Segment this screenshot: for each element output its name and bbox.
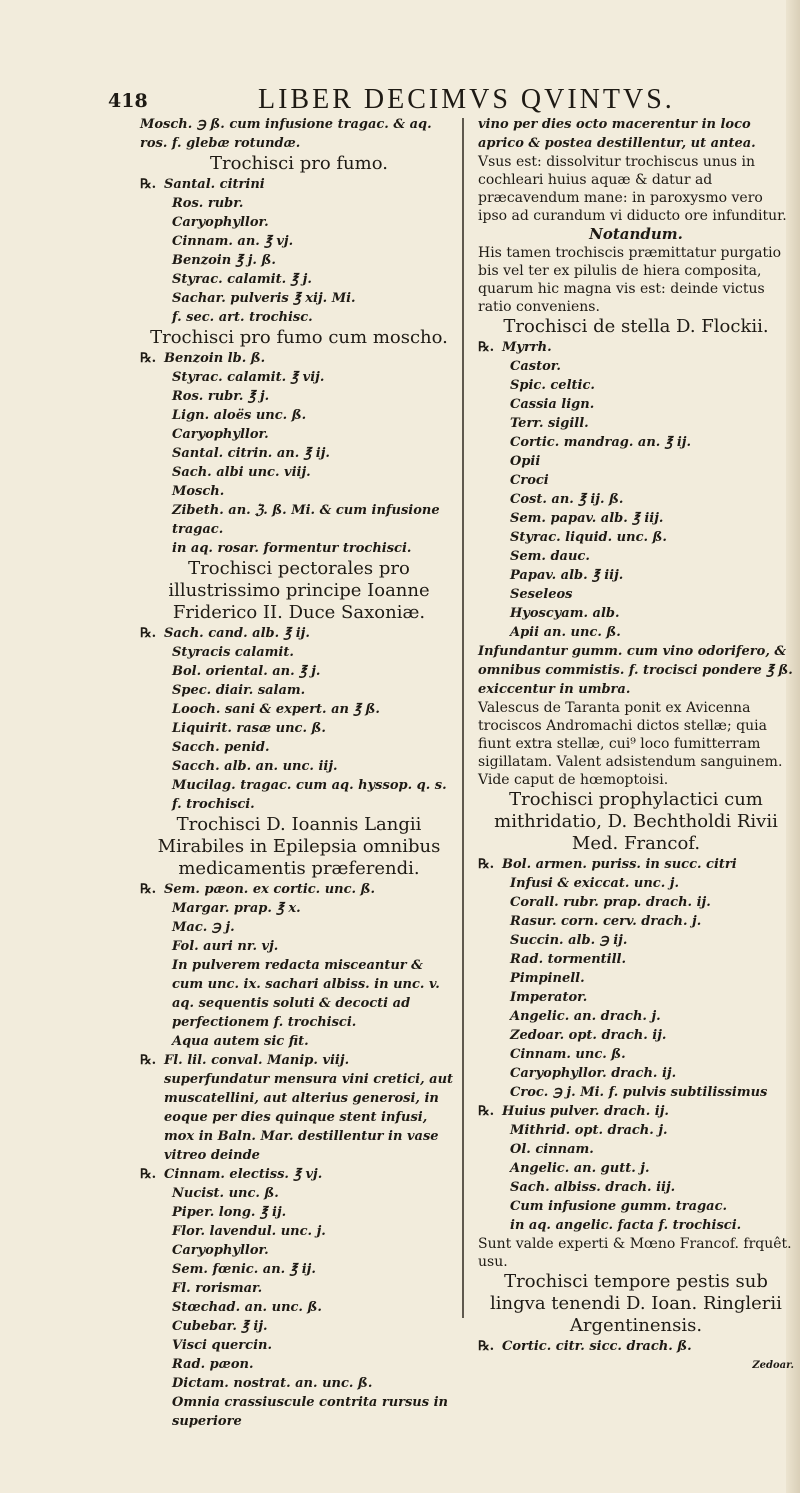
recipe-ingredient: Seseleos bbox=[510, 587, 573, 602]
recipe-heading: Trochisci pectorales pro illustrissimo principe Ioanne Friderico II. Duce Saxoniæ. bbox=[168, 558, 430, 623]
recipe-ingredient: Mac. ℈ j. bbox=[172, 920, 235, 935]
recipe-heading: Trochisci pro fumo cum moscho. bbox=[150, 327, 448, 348]
recipe-ingredient: Corall. rubr. prap. drach. ij. bbox=[510, 895, 711, 910]
ingredient-text: Fl. lil. conval. Manip. viij. superfundatur mensura vini cretici, aut muscatellini, aut alterius generosi, in eoque per dies quinque stent infusi, mox in Baln. Mar. destillentur in vase vitreo deinde bbox=[164, 1053, 454, 1163]
recipe-ingredient: Pimpinell. bbox=[510, 971, 585, 986]
ingredient-text: Myrrh. bbox=[502, 340, 552, 355]
recipe-ingredient: Sach. albi unc. viij. bbox=[172, 465, 311, 480]
recipe-ingredient: Nucist. unc. ß. bbox=[172, 1186, 279, 1201]
recipe-ingredient: Ros. rubr. ℥ j. bbox=[172, 389, 270, 404]
recipe-ingredient: Rasur. corn. cerv. drach. j. bbox=[510, 914, 702, 929]
recipe-ingredient: Flor. lavendul. unc. j. bbox=[172, 1224, 326, 1239]
recipe-ingredient: Caryophyllor. bbox=[172, 1243, 269, 1258]
recipe-ingredient: Looch. sani & expert. an ℥ ß. bbox=[172, 702, 380, 717]
recipe-symbol-icon: ℞. bbox=[478, 1339, 495, 1354]
recipe-ingredient: Omnia crassiuscule contrita rursus in superiore bbox=[172, 1395, 448, 1429]
recipe-ingredient: in aq. angelic. facta f. trochisci. bbox=[510, 1218, 742, 1233]
recipe-ingredient: Styrac. liquid. unc. ß. bbox=[510, 530, 667, 545]
recipe-ingredient: Bol. oriental. an. ℥ j. bbox=[172, 664, 321, 679]
recipe-symbol-icon: ℞. bbox=[140, 1053, 157, 1068]
ingredient-text: Sem. pæon. ex cortic. unc. ß. bbox=[164, 882, 376, 897]
ingredient-text: Sach. cand. alb. ℥ ij. bbox=[164, 626, 310, 641]
recipe-ingredient: Caryophyllor. drach. ij. bbox=[510, 1066, 677, 1081]
recipe-ingredient: Mosch. bbox=[172, 484, 225, 499]
recipe-symbol-icon: ℞. bbox=[140, 351, 157, 366]
body-paragraph: Sunt valde experti & Mœno Francof. frquêt. usu. bbox=[478, 1236, 792, 1270]
recipe-ingredient: Aqua autem sic fit. bbox=[172, 1034, 309, 1049]
recipe-ingredient: Lign. aloës unc. ß. bbox=[172, 408, 307, 423]
recipe-instruction: vino per dies octo macerentur in loco aprico & postea destillentur, ut antea. bbox=[478, 117, 756, 151]
recipe-ingredient: Cost. an. ℥ ij. ß. bbox=[510, 492, 624, 507]
recipe-ingredient: Santal. citrin. an. ℥ ij. bbox=[172, 446, 330, 461]
recipe-symbol-icon: ℞. bbox=[140, 882, 157, 897]
recipe-symbol-icon: ℞. bbox=[140, 626, 157, 641]
recipe-ingredient: Imperator. bbox=[510, 990, 588, 1005]
recipe-heading: Trochisci prophylactici cum mithridatio, D. Bechtholdi Rivii Med. Francof. bbox=[494, 789, 778, 854]
recipe-ingredient: Benzoin ℥ j. ß. bbox=[172, 253, 276, 268]
recipe-ingredient bbox=[478, 1337, 794, 1356]
recipe-instruction: Mosch. ℈ ß. cum infusione tragac. & aq. ros. f. glebæ rotundæ. bbox=[140, 117, 432, 151]
recipe-symbol-icon: ℞. bbox=[478, 340, 495, 355]
recipe-ingredient: Infusi & exiccat. unc. j. bbox=[510, 876, 679, 891]
recipe-ingredient: Caryophyllor. bbox=[172, 215, 269, 230]
recipe-ingredient: Zibeth. an. ℨ. ß. Mi. & cum infusione tragac. bbox=[172, 503, 440, 537]
recipe-ingredient: In pulverem redacta misceantur & cum unc. ix. sachari albiss. in unc. v. aq. sequentis soluti & decocti ad perfectionem f. trochisci. bbox=[172, 958, 440, 1030]
recipe-ingredient: Croci bbox=[510, 473, 549, 488]
recipe-ingredient: Dictam. nostrat. an. unc. ß. bbox=[172, 1376, 373, 1391]
recipe-ingredient: Hyoscyam. alb. bbox=[510, 606, 620, 621]
recipe-ingredient: Zedoar. opt. drach. ij. bbox=[510, 1028, 667, 1043]
ingredient-text: Bol. armen. puriss. in succ. citri bbox=[502, 857, 737, 872]
catchword: Zedoar. bbox=[752, 1360, 794, 1371]
recipe-ingredient: Papav. alb. ℥ iij. bbox=[510, 568, 624, 583]
recipe-ingredient: Stœchad. an. unc. ß. bbox=[172, 1300, 322, 1315]
ingredient-text: Benzoin lb. ß. bbox=[164, 351, 266, 366]
recipe-ingredient: Cinnam. unc. ß. bbox=[510, 1047, 626, 1062]
running-head: LIBER DECIMVS QVINTVS. bbox=[258, 84, 675, 115]
recipe-ingredient: Cinnam. an. ℥ vj. bbox=[172, 234, 294, 249]
recipe-heading: Trochisci tempore pestis sub lingva tenendi D. Ioan. Ringlerii Argentinensis. bbox=[490, 1271, 782, 1336]
recipe-ingredient: in aq. rosar. formentur trochisci. bbox=[172, 541, 412, 556]
recipe-ingredient bbox=[140, 1165, 458, 1184]
recipe-ingredient: Margar. prap. ℥ x. bbox=[172, 901, 301, 916]
recipe-ingredient: Apii an. unc. ß. bbox=[510, 625, 621, 640]
recipe-ingredient: Spic. celtic. bbox=[510, 378, 595, 393]
recipe-ingredient bbox=[140, 175, 458, 194]
recipe-ingredient: Angelic. an. drach. j. bbox=[510, 1009, 661, 1024]
recipe-symbol-icon: ℞. bbox=[478, 857, 495, 872]
recipe-ingredient: Croc. ℈ j. Mi. f. pulvis subtilissimus bbox=[510, 1085, 768, 1100]
recipe-ingredient: Cum infusione gumm. tragac. bbox=[510, 1199, 728, 1214]
recipe-ingredient: Ol. cinnam. bbox=[510, 1142, 594, 1157]
recipe-ingredient: Fl. rorismar. bbox=[172, 1281, 263, 1296]
recipe-ingredient: Terr. sigill. bbox=[510, 416, 589, 431]
page-number: 418 bbox=[108, 90, 148, 112]
column-divider bbox=[462, 118, 464, 1318]
recipe-ingredient: Styracis calamit. bbox=[172, 645, 294, 660]
recipe-ingredient: Mucilag. tragac. cum aq. hyssop. q. s. f. trochisci. bbox=[172, 778, 447, 812]
recipe-ingredient: Cortic. mandrag. an. ℥ ij. bbox=[510, 435, 692, 450]
recipe-ingredient bbox=[140, 349, 458, 368]
recipe-ingredient: Sem. papav. alb. ℥ iij. bbox=[510, 511, 664, 526]
note-heading: Notandum. bbox=[589, 225, 683, 243]
recipe-ingredient: Castor. bbox=[510, 359, 561, 374]
recipe-instruction: Infundantur gumm. cum vino odorifero, & omnibus commistis. f. trocisci pondere ℥ ß. exiccentur in umbra. bbox=[478, 644, 793, 697]
recipe-ingredient: Piper. long. ℥ ij. bbox=[172, 1205, 287, 1220]
recipe-ingredient: Ros. rubr. bbox=[172, 196, 244, 211]
recipe-ingredient: Sach. albiss. drach. iij. bbox=[510, 1180, 676, 1195]
recipe-heading: Trochisci pro fumo. bbox=[210, 153, 388, 174]
right-column bbox=[478, 115, 794, 1375]
recipe-ingredient bbox=[140, 1051, 458, 1165]
recipe-ingredient: Sem. fœnic. an. ℥ ij. bbox=[172, 1262, 316, 1277]
recipe-ingredient: Visci quercin. bbox=[172, 1338, 272, 1353]
recipe-ingredient bbox=[478, 1102, 794, 1121]
recipe-ingredient: Sachar. pulveris ℥ xij. Mi. bbox=[172, 291, 356, 306]
recipe-ingredient: Succin. alb. ℈ ij. bbox=[510, 933, 628, 948]
recipe-ingredient: Fol. auri nr. vj. bbox=[172, 939, 279, 954]
ingredient-text: Cinnam. electiss. ℥ vj. bbox=[164, 1167, 323, 1182]
recipe-ingredient: Sacch. alb. an. unc. iij. bbox=[172, 759, 338, 774]
recipe-ingredient: Angelic. an. gutt. j. bbox=[510, 1161, 650, 1176]
recipe-ingredient bbox=[140, 880, 458, 899]
body-paragraph: His tamen trochiscis præmittatur purgatio bis vel ter ex pilulis de hiera composita, quarum hic magna vis est: deinde victus ratio conveniens. bbox=[478, 245, 782, 315]
recipe-ingredient: Caryophyllor. bbox=[172, 427, 269, 442]
recipe-ingredient bbox=[140, 624, 458, 643]
body-paragraph: Vsus est: dissolvitur trochiscus unus in cochleari huius aquæ & datur ad præcavendum mane: in paroxysmo vero ipso ad curandum vi diducto ore infunditur. bbox=[478, 154, 787, 224]
recipe-symbol-icon: ℞. bbox=[478, 1104, 495, 1119]
recipe-ingredient: Sem. dauc. bbox=[510, 549, 590, 564]
recipe-ingredient: Cubebar. ℥ ij. bbox=[172, 1319, 268, 1334]
recipe-ingredient: f. sec. art. trochisc. bbox=[172, 310, 313, 325]
recipe-ingredient: Mithrid. opt. drach. j. bbox=[510, 1123, 668, 1138]
recipe-ingredient: Styrac. calamit. ℥ j. bbox=[172, 272, 312, 287]
recipe-heading: Trochisci de stella D. Flockii. bbox=[503, 316, 769, 337]
recipe-ingredient bbox=[478, 338, 794, 357]
recipe-ingredient: Rad. pæon. bbox=[172, 1357, 254, 1372]
recipe-ingredient: Cassia lign. bbox=[510, 397, 595, 412]
recipe-symbol-icon: ℞. bbox=[140, 1167, 157, 1182]
ingredient-text: Huius pulver. drach. ij. bbox=[502, 1104, 669, 1119]
recipe-ingredient: Liquirit. rasæ unc. ß. bbox=[172, 721, 326, 736]
recipe-symbol-icon: ℞. bbox=[140, 177, 157, 192]
recipe-ingredient: Opii bbox=[510, 454, 541, 469]
recipe-ingredient: Styrac. calamit. ℥ vij. bbox=[172, 370, 325, 385]
ingredient-text: Cortic. citr. sicc. drach. ß. bbox=[502, 1339, 692, 1354]
ingredient-text: Santal. citrini bbox=[164, 177, 265, 192]
recipe-ingredient bbox=[478, 855, 794, 874]
left-column bbox=[140, 115, 458, 1431]
recipe-heading: Trochisci D. Ioannis Langii Mirabiles in Epilepsia omnibus medicamentis præferendi. bbox=[157, 814, 441, 879]
recipe-ingredient: Sacch. penid. bbox=[172, 740, 270, 755]
recipe-ingredient: Spec. diair. salam. bbox=[172, 683, 306, 698]
body-paragraph: Valescus de Taranta ponit ex Avicenna trociscos Andromachi dictos stellæ; quia fiunt extra stellæ, cui⁹ loco fumitterram sigillatam. Valent adsistendum sanguinem. Vide caput de hœmoptoisi. bbox=[478, 700, 783, 788]
recipe-ingredient: Rad. tormentill. bbox=[510, 952, 627, 967]
